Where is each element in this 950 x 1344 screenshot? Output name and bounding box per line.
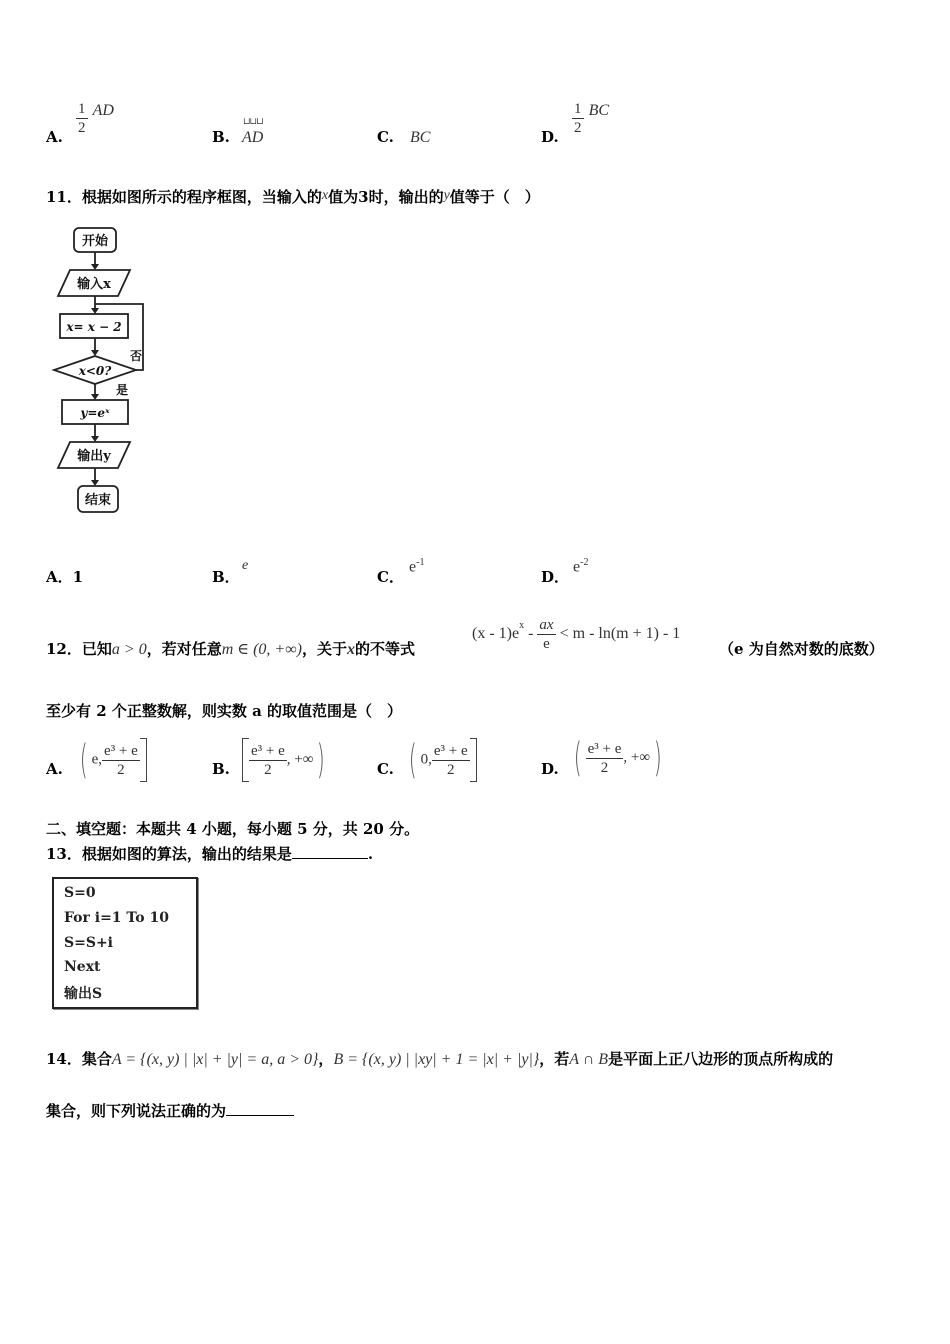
q10-option-c-vector: BC [410, 129, 431, 146]
q12-option-c-interval: ( 0, $\frac{\text{e³ + e}}{2}$ [405, 738, 477, 782]
q11-option-d-letter: D． [541, 568, 570, 586]
q12-stem-part2: 至少有 2 个正整数解，则实数 a 的取值范围是（ ） [46, 702, 403, 720]
q13-answer-blank [292, 858, 368, 859]
q14-stem-line2: 集合，则下列说法正确的为 [46, 1100, 294, 1121]
q10-option-d-value [572, 100, 609, 137]
q13-algorithm-box [52, 877, 198, 1009]
q12-option-d-letter: D. [541, 760, 559, 778]
flow-yes-label: 是 [116, 383, 129, 397]
q13-code-line-2: For i=1 To 10 [64, 910, 169, 926]
q13-code-line-3: S=S+i [64, 935, 113, 951]
flow-exp-label: y=eˣ [80, 406, 110, 420]
q14-set-b: B = {(x, y) | |xy| + 1 = |x| + |y|} [333, 1051, 540, 1068]
q12-inequality: $(x - 1)e^x$ - $\frac{ax}{e}$ < m - ln(m + 1) - 1 [472, 617, 681, 652]
q12-option-b-letter: B. [212, 760, 230, 778]
q10-option-a-letter: A. [46, 128, 63, 146]
q11-option-a: A．1 [46, 568, 84, 586]
q12-option-d-interval: ( $\frac{\text{e³ + e}}{2}$ , +∞) [573, 735, 662, 781]
q12-stem-part1: 12．已知a > 0，若对任意m ∈ (0, +∞)，关于x的不等式 [46, 640, 415, 658]
q12-option-a-letter: A. [46, 760, 63, 778]
q11-option-d-value: $e^{-2}$ [573, 557, 589, 576]
q12-option-b-interval: $\frac{\text{e³ + e}}{2}$ , +∞) [242, 738, 329, 782]
q10-option-a-vector: AD [92, 102, 114, 119]
q12-option-a-interval: ( e, $\frac{\text{e³ + e}}{2}$ [76, 738, 147, 782]
q11-option-b-value: e [242, 558, 249, 573]
q13-code-line-5: 输出S [64, 986, 103, 1002]
q11-stem: 11．根据如图所示的程序框图，当输入的x值为3时，输出的y值等于（ ） [46, 188, 540, 206]
q10-option-d-letter: D. [541, 128, 559, 146]
q12-inequality-fraction: $\frac{ax}{e}$ [539, 617, 554, 652]
flow-assign-label: x= x − 2 [66, 320, 122, 334]
q11-option-b-letter: B． [212, 568, 240, 586]
q10-option-a-fraction: $\frac{1}{2}$ [78, 101, 86, 136]
q12-note: （e 为自然对数的底数） [719, 640, 884, 658]
flow-start-label: 开始 [81, 234, 109, 249]
flow-end-label: 结束 [84, 493, 112, 508]
q14-stem: 14．集合A = {(x, y) | |x| + |y| = a, a > 0}，B = {(x, y) | |xy| + 1 = |x| + |y|}，若A ∩ B是平面上正八边形的顶点所构成的 [46, 1050, 834, 1068]
q13-stem: 13．根据如图的算法，输出的结果是 . [46, 845, 374, 863]
q10-option-c-letter: C. [377, 128, 394, 146]
q10-option-b-mark: ⊔⊔⊔ [243, 116, 263, 126]
flow-no-label: 否 [130, 349, 143, 363]
q10-option-d-fraction: $\frac{1}{2}$ [574, 101, 582, 136]
q13-code-line-4: Next [64, 959, 101, 975]
q11-option-c-letter: C． [377, 568, 404, 586]
q11-option-c-value: $e^{-1}$ [409, 557, 425, 576]
flow-output-label: 输出y [77, 449, 111, 464]
q10-option-d-vector: BC [588, 102, 610, 119]
q11-flowchart [48, 222, 158, 522]
q13-code-line-1: S=0 [64, 885, 96, 901]
q10-option-b-vector: AD [242, 129, 264, 146]
section2-heading: 二、填空题：本题共 4 小题，每小题 5 分，共 20 分。 [46, 820, 420, 838]
q12-option-c-letter: C. [377, 760, 394, 778]
flow-condition-label: x<0? [78, 364, 112, 378]
q10-option-b-letter: B. [212, 128, 230, 146]
q14-set-a: A = {(x, y) | |x| + |y| = a, a > 0} [111, 1051, 319, 1068]
q14-answer-blank [226, 1115, 294, 1116]
q10-option-a-value [76, 100, 114, 137]
flow-input-label: 输入x [77, 277, 111, 292]
